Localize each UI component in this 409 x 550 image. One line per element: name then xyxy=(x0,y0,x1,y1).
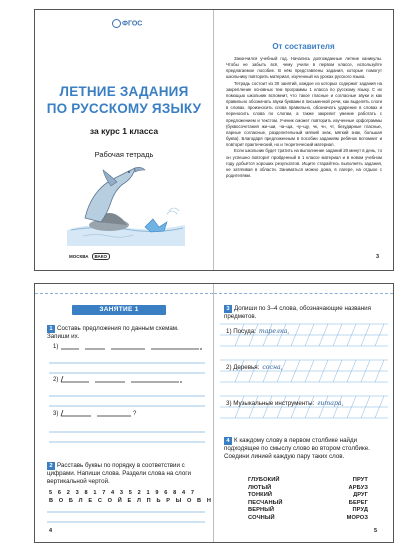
cover-footer: МОСКВА ВАКО xyxy=(69,253,110,260)
scheme-1-label: 1) xyxy=(53,344,59,350)
preface-text: Закончился учебный год. Начались долгожданные летние каникулы. Чтобы не забыть всё, чему учили в первом классе, используйте предлагаемое пособие. В нём представлены задания, которые помогут школьнику повторить материал, изученный на уроках русского языка. Тетрадь состоит из 30 занятий, каждое из которых содержит задания на закрепление основных тем программы 1 класса по русскому языку. С их помощью школьник вспомнит, что такое гласные и согласные звуки и как правильно обозначать звуки буквами в письменной речи, как выделять слоги в словах, произносить слова правильно, обозначать ударение в словах и переносить слова по слогам, а также закрепит умение работать с предложением и текстом. Ученик сможет повторить изученные орфограммы (буквосочетания жи–ши, ча–ща, чу–щу, чк, чн, чт, безударные гласные, парные согласные, разделительный мягкий знак, мягкий знак, большая буква). Благодаря предложенным в пособии заданиям ребёнок вспомнит и повторит практический, но и теоретический материал. Если школьник будет тратить на выполнение заданий 20 минут в день, то он успешно повторит пройденный в 1 классе материал и в новом учебном году добьётся хороших результатов. Ищите старайтесь выполнять задания, не затягивая в области. Заниматься можно дома, в лагере, на отдыхе с родителями. xyxy=(226,56,382,178)
page-4 xyxy=(35,284,213,542)
cover-title: ЛЕТНИЕ ЗАДАНИЯ ПО РУССКОМУ ЯЗЫКУ xyxy=(46,84,202,116)
fgos-logo-icon xyxy=(112,19,121,28)
cover-subtitle: Рабочая тетрадь xyxy=(94,150,154,159)
fgos-badge: ФГОС xyxy=(112,19,142,28)
word-pair-row: СОЧНЫЙ МОРОЗ xyxy=(248,514,368,521)
scheme-3-writing-lines xyxy=(49,408,205,448)
dolphin-illustration xyxy=(61,164,191,246)
task-2-digits: 5 6 2 3 8 1 7 4 3 5 2 1 9 6 8 4 7 xyxy=(49,490,197,496)
page-header-strip xyxy=(35,284,213,294)
word-pair-row: ГЛУБОКИЙ ПРУТ xyxy=(248,477,368,483)
cover-course: за курс 1 класса xyxy=(89,126,159,136)
task-4: 4 К каждому слову в первом столбике найди подходящее по смыслу слово во втором столбике. Соедини линией каждую пару таких слов. xyxy=(224,437,370,460)
task-number: 4 xyxy=(224,437,232,445)
cover-page xyxy=(35,10,213,270)
scheme-2-label: 2) xyxy=(53,377,59,383)
task-3-item-3: 3) Музыкальные инструменты: гитара, xyxy=(226,400,344,407)
task-3-item-1: 1) Посуда: тарелка, xyxy=(226,328,290,335)
word-pair-row: ЛЮТЫЙ АРБУЗ xyxy=(248,484,368,491)
workbook-spread xyxy=(34,283,394,543)
scheme-3-question-mark: ? xyxy=(133,411,137,417)
scheme-2-writing-lines xyxy=(49,374,205,408)
publisher-logo: ВАКО xyxy=(92,253,111,260)
word-columns xyxy=(248,477,368,523)
page-number: 3 xyxy=(376,254,380,260)
task-3: 3 Допиши по 3–4 слова, обозначающие названия предметов. xyxy=(224,305,371,320)
task-number: 2 xyxy=(47,462,55,470)
word-pair-row: ТОНКИЙ ДРУГ xyxy=(248,492,368,499)
task-number: 1 xyxy=(47,325,55,333)
scheme-1-writing-lines xyxy=(49,341,205,375)
task-3-item-2: 2) Деревья: сосна, xyxy=(226,364,283,371)
task-2-writing-lines xyxy=(47,508,205,528)
word-pair-row: ПЕСЧАНЫЙ БЕРЕГ xyxy=(248,499,368,506)
task-number: 3 xyxy=(224,305,232,313)
word-pair-row: ВЕРНЫЙ ПРУД xyxy=(248,507,368,514)
page-5 xyxy=(214,284,393,542)
task-2: 2 Расставь буквы по порядку в соответствии с цифрами. Напиши слова. Раздели слова на слоги вертикальной чертой. xyxy=(47,462,192,485)
page-number: 4 xyxy=(49,528,53,534)
preface-page xyxy=(214,10,393,270)
page-number: 5 xyxy=(374,528,378,534)
lesson-title: ЗАНЯТИЕ 1 xyxy=(72,305,166,315)
task-1: 1 Составь предложения по данным схемам. Запиши их. xyxy=(47,325,179,340)
cover-spread xyxy=(34,9,394,271)
slanted-writing-grid xyxy=(220,318,388,444)
task-2-letters: В О Б Л Е С О Й Е Л П Ь Р Ы О В Н xyxy=(49,498,213,504)
scheme-3-label: 3) xyxy=(53,411,59,417)
page-header-strip xyxy=(214,284,393,294)
preface-title: От составителя xyxy=(272,42,335,51)
